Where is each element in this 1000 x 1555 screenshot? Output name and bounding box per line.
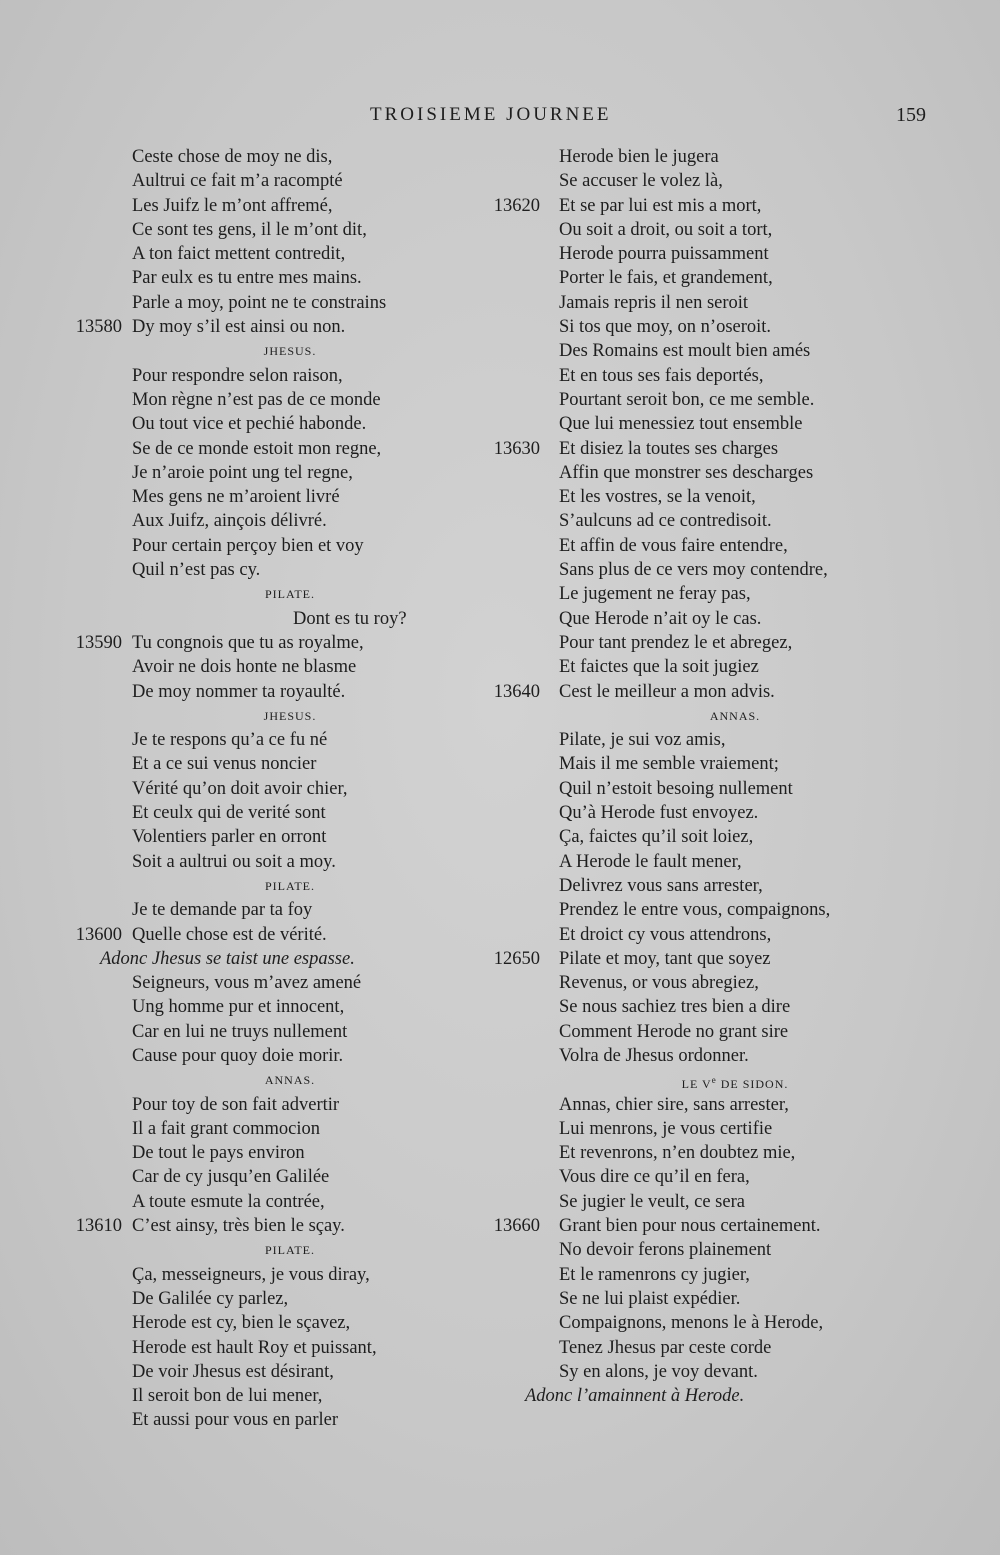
line-text: Se nous sachiez tres bien a dire [559, 997, 791, 1018]
verse-line [0, 145, 470, 169]
line-text: Je te respons qu’a ce fu né [132, 730, 328, 751]
verse-line [0, 631, 470, 655]
verse-line [490, 680, 1000, 704]
verse-line [490, 485, 1000, 509]
line-text: Adonc Jhesus se taist une espasse. [100, 948, 355, 969]
line-text: Ça, faictes qu’il soit loiez, [559, 827, 754, 848]
verse-line [490, 169, 1000, 193]
verse-line [490, 850, 1000, 874]
verse-line [0, 388, 470, 412]
verse-line [490, 461, 1000, 485]
speaker-name: ANNAS. [709, 708, 761, 723]
verse-line [490, 194, 1000, 218]
line-number: 13630 [493, 438, 540, 459]
speaker-name: PILATE. [265, 587, 315, 602]
line-text: Volentiers parler en orront [132, 827, 327, 848]
line-text: Prendez le entre vous, compaignons, [559, 900, 831, 921]
line-text: De tout le pays environ [132, 1143, 305, 1164]
speaker-name: LE Ve DE SIDON. [681, 1075, 789, 1092]
page-header [0, 104, 1000, 130]
verse-line [490, 971, 1000, 995]
verse-line [0, 218, 470, 242]
verse-line [0, 1384, 470, 1408]
verse-line [490, 1190, 1000, 1214]
verse-line [0, 898, 470, 922]
verse-line [0, 777, 470, 801]
line-text: Herode est cy, bien le sçavez, [132, 1313, 351, 1334]
line-text: Pour tant prendez le et abregez, [559, 632, 793, 653]
verse-line [0, 291, 470, 315]
line-text: Tu congnois que tu as royalme, [132, 632, 364, 653]
verse-line [490, 655, 1000, 679]
verse-line [0, 1214, 470, 1238]
speaker-name: JHESUS. [263, 708, 317, 723]
verse-line [490, 339, 1000, 363]
verse-line [490, 1141, 1000, 1165]
line-text: Par eulx es tu entre mes mains. [132, 268, 362, 289]
line-text: Pourtant seroit bon, ce me semble. [559, 389, 815, 410]
line-text: Vérité qu’on doit avoir chier, [132, 778, 348, 799]
line-text: Car de cy jusqu’en Galilée [132, 1167, 330, 1188]
line-text: Pour respondre selon raison, [132, 365, 343, 386]
verse-line [490, 437, 1000, 461]
line-text: Parle a moy, point ne te constrains [132, 292, 387, 313]
line-text: Et faictes que la soit jugiez [559, 657, 759, 678]
verse-line [490, 412, 1000, 436]
verse-line [490, 1117, 1000, 1141]
line-text: De voir Jhesus est désirant, [132, 1361, 334, 1382]
verse-line [0, 1093, 470, 1117]
line-text: Jamais repris il nen seroit [559, 292, 749, 313]
line-text: Cest le meilleur a mon advis. [559, 681, 775, 702]
verse-line [0, 607, 470, 631]
line-number: 13640 [493, 681, 540, 702]
line-text: Je te demande par ta foy [132, 900, 313, 921]
verse-line [490, 364, 1000, 388]
verse-line [0, 1117, 470, 1141]
line-text: Dont es tu roy? [293, 608, 407, 629]
verse-line [490, 145, 1000, 169]
line-number: 13590 [75, 632, 122, 653]
stage-direction [490, 1384, 1000, 1408]
line-text: Herode bien le jugera [559, 147, 719, 167]
line-text: Herode pourra puissamment [559, 244, 769, 265]
line-text: Il a fait grant commocion [132, 1118, 321, 1139]
line-text: Pour toy de son fait advertir [132, 1094, 340, 1115]
verse-line [0, 995, 470, 1019]
speaker-name: ANNAS. [264, 1073, 316, 1088]
line-text: Se de ce monde estoit mon regne, [132, 438, 382, 459]
verse-line [0, 1263, 470, 1287]
verse-line [0, 1287, 470, 1311]
verse-line [0, 752, 470, 776]
line-text: Car en lui ne truys nullement [132, 1021, 348, 1042]
verse-line [0, 728, 470, 752]
line-text: Le jugement ne feray pas, [559, 584, 751, 605]
line-text: Sans plus de ce vers moy contendre, [559, 560, 828, 581]
line-text: Ce sont tes gens, il le m’ont dit, [132, 219, 367, 240]
line-text: C’est ainsy, très bien le sçay. [132, 1216, 345, 1237]
line-text: Vous dire ce qu’il en fera, [559, 1167, 750, 1188]
line-text: Ung homme pur et innocent, [132, 997, 345, 1018]
verse-line [0, 1360, 470, 1384]
line-text: Les Juifz le m’ont affremé, [132, 195, 333, 216]
verse-line [0, 680, 470, 704]
verse-line [490, 582, 1000, 606]
line-text: Pilate et moy, tant que soyez [559, 948, 771, 969]
line-text: Il seroit bon de lui mener, [132, 1386, 323, 1407]
line-text: Pilate, je sui voz amis, [559, 730, 726, 751]
verse-line [490, 1287, 1000, 1311]
verse-line [0, 266, 470, 290]
stage-direction [0, 947, 470, 971]
verse-line [490, 1093, 1000, 1117]
line-text: Et aussi pour vous en parler [132, 1410, 339, 1431]
line-text: A toute esmute la contrée, [132, 1191, 325, 1212]
verse-line [0, 850, 470, 874]
line-text: S’aulcuns ad ce contredisoit. [559, 511, 772, 532]
line-text: Affin que monstrer ses descharges [559, 462, 814, 483]
line-text: Que lui menessiez tout ensemble [559, 414, 803, 435]
verse-line [0, 194, 470, 218]
verse-line [0, 1020, 470, 1044]
line-text: Ça, messeigneurs, je vous diray, [132, 1264, 370, 1285]
line-text: Volra de Jhesus ordonner. [559, 1045, 749, 1066]
verse-line [490, 898, 1000, 922]
verse-line [490, 315, 1000, 339]
line-number: 13660 [493, 1216, 540, 1237]
verse-line [0, 169, 470, 193]
verse-line [0, 1141, 470, 1165]
line-text: Qu’à Herode fust envoyez. [559, 803, 759, 824]
line-text: Adonc l’amainnent à Herode. [525, 1386, 745, 1407]
line-text: Et les vostres, se la venoit, [559, 487, 756, 508]
speaker-name: PILATE. [265, 1243, 315, 1258]
verse-line [490, 923, 1000, 947]
line-text: Et droict cy vous attendrons, [559, 924, 772, 945]
line-text: Aux Juifz, ainçois délivré. [132, 511, 327, 532]
line-text: A ton faict mettent contredit, [132, 244, 346, 265]
line-text: Et affin de vous faire entendre, [559, 535, 788, 556]
line-text: Si tos que moy, on n’oseroit. [559, 317, 772, 338]
verse-line [0, 801, 470, 825]
line-text: Mais il me semble vraiement; [559, 754, 779, 775]
line-text: Se accuser le volez là, [559, 171, 723, 192]
verse-line [490, 728, 1000, 752]
verse-line [490, 874, 1000, 898]
page-number: 159 [896, 104, 926, 126]
line-text: No devoir ferons plainement [559, 1240, 772, 1261]
verse-line [0, 1311, 470, 1335]
verse-line [490, 631, 1000, 655]
line-number: 12650 [493, 948, 540, 969]
verse-line [0, 1408, 470, 1432]
line-text: Se ne lui plaist expédier. [559, 1288, 741, 1309]
line-text: Mon règne n’est pas de ce monde [132, 389, 381, 410]
line-text: Quil n’estoit besoing nullement [559, 778, 793, 799]
verse-line [490, 558, 1000, 582]
right-column [490, 145, 1000, 1408]
running-title: TROISIEME JOURNEE [370, 104, 612, 125]
line-text: De moy nommer ta royaulté. [132, 681, 346, 702]
line-text: Avoir ne dois honte ne blasme [132, 657, 357, 678]
verse-line [0, 655, 470, 679]
line-text: Annas, chier sire, sans arrester, [559, 1094, 789, 1115]
line-number: 13620 [493, 195, 540, 216]
line-text: Ceste chose de moy ne dis, [132, 147, 333, 167]
line-text: Aultrui ce fait m’a racompté [132, 171, 343, 192]
line-text: Porter le fais, et grandement, [559, 268, 773, 289]
verse-line [490, 534, 1000, 558]
verse-line [0, 485, 470, 509]
line-text: Ou tout vice et pechié habonde. [132, 414, 367, 435]
verse-line [490, 388, 1000, 412]
verse-line [490, 1214, 1000, 1238]
verse-line [490, 777, 1000, 801]
speaker-name: JHESUS. [263, 344, 317, 359]
verse-line [490, 995, 1000, 1019]
verse-line [490, 1311, 1000, 1335]
line-text: Se jugier le veult, ce sera [559, 1191, 745, 1212]
verse-line [490, 801, 1000, 825]
line-text: Herode est hault Roy et puissant, [132, 1337, 377, 1358]
verse-line [0, 558, 470, 582]
verse-line [490, 752, 1000, 776]
verse-line [0, 1044, 470, 1068]
line-text: Grant bien pour nous certainement. [559, 1216, 821, 1237]
speaker-name: PILATE. [265, 878, 315, 893]
verse-line [490, 509, 1000, 533]
verse-line [0, 971, 470, 995]
line-number: 13580 [75, 317, 122, 338]
line-text: Et a ce sui venus noncier [132, 754, 317, 775]
verse-line [490, 1044, 1000, 1068]
verse-line [490, 607, 1000, 631]
line-text: Pour certain perçoy bien et voy [132, 535, 364, 556]
line-text: Que Herode n’ait oy le cas. [559, 608, 762, 629]
line-text: Et se par lui est mis a mort, [559, 195, 762, 216]
verse-line [0, 923, 470, 947]
line-text: Seigneurs, vous m’avez amené [132, 973, 362, 994]
verse-line [0, 242, 470, 266]
verse-line [490, 291, 1000, 315]
line-text: Des Romains est moult bien amés [559, 341, 811, 362]
verse-line [0, 461, 470, 485]
line-text: Cause pour quoy doie morir. [132, 1045, 344, 1066]
line-text: Delivrez vous sans arrester, [559, 875, 763, 896]
line-number: 13610 [75, 1216, 122, 1237]
left-column [0, 145, 470, 1433]
line-text: A Herode le fault mener, [559, 851, 742, 872]
line-text: Quil n’est pas cy. [132, 560, 261, 581]
verse-line [0, 315, 470, 339]
line-text: Revenus, or vous abregiez, [559, 973, 759, 994]
line-text: Ou soit a droit, ou soit a tort, [559, 219, 773, 240]
line-text: Et disiez la toutes ses charges [559, 438, 779, 459]
verse-line [490, 242, 1000, 266]
verse-line [0, 825, 470, 849]
verse-line [490, 1360, 1000, 1384]
verse-line [490, 825, 1000, 849]
line-text: Et le ramenrons cy jugier, [559, 1264, 750, 1285]
verse-line [0, 1165, 470, 1189]
line-number: 13600 [75, 924, 122, 945]
verse-line [0, 1336, 470, 1360]
verse-line [0, 412, 470, 436]
line-text: Et revenrons, n’en doubtez mie, [559, 1143, 796, 1164]
verse-line [0, 437, 470, 461]
verse-line [0, 509, 470, 533]
line-text: Lui menrons, je vous certifie [559, 1118, 773, 1139]
line-text: Comment Herode no grant sire [559, 1021, 789, 1042]
verse-line [490, 1238, 1000, 1262]
verse-line [490, 1165, 1000, 1189]
verse-line [0, 364, 470, 388]
line-text: Et en tous ses fais deportés, [559, 365, 764, 386]
verse-line [490, 1336, 1000, 1360]
line-text: Et ceulx qui de verité sont [132, 803, 326, 824]
line-text: Tenez Jhesus par ceste corde [559, 1337, 772, 1358]
verse-line [0, 534, 470, 558]
verse-line [490, 218, 1000, 242]
line-text: Compaignons, menons le à Herode, [559, 1313, 824, 1334]
verse-line [490, 947, 1000, 971]
verse-line [490, 266, 1000, 290]
line-text: De Galilée cy parlez, [132, 1288, 289, 1309]
verse-line [490, 1263, 1000, 1287]
line-text: Dy moy s’il est ainsi ou non. [132, 317, 346, 338]
line-text: Sy en alons, je voy devant. [559, 1361, 758, 1382]
line-text: Soit a aultrui ou soit a moy. [132, 851, 336, 872]
line-text: Je n’aroie point ung tel regne, [132, 462, 353, 483]
verse-line [490, 1020, 1000, 1044]
verse-line [0, 1190, 470, 1214]
line-text: Mes gens ne m’aroient livré [132, 487, 340, 508]
line-text: Quelle chose est de vérité. [132, 924, 327, 945]
